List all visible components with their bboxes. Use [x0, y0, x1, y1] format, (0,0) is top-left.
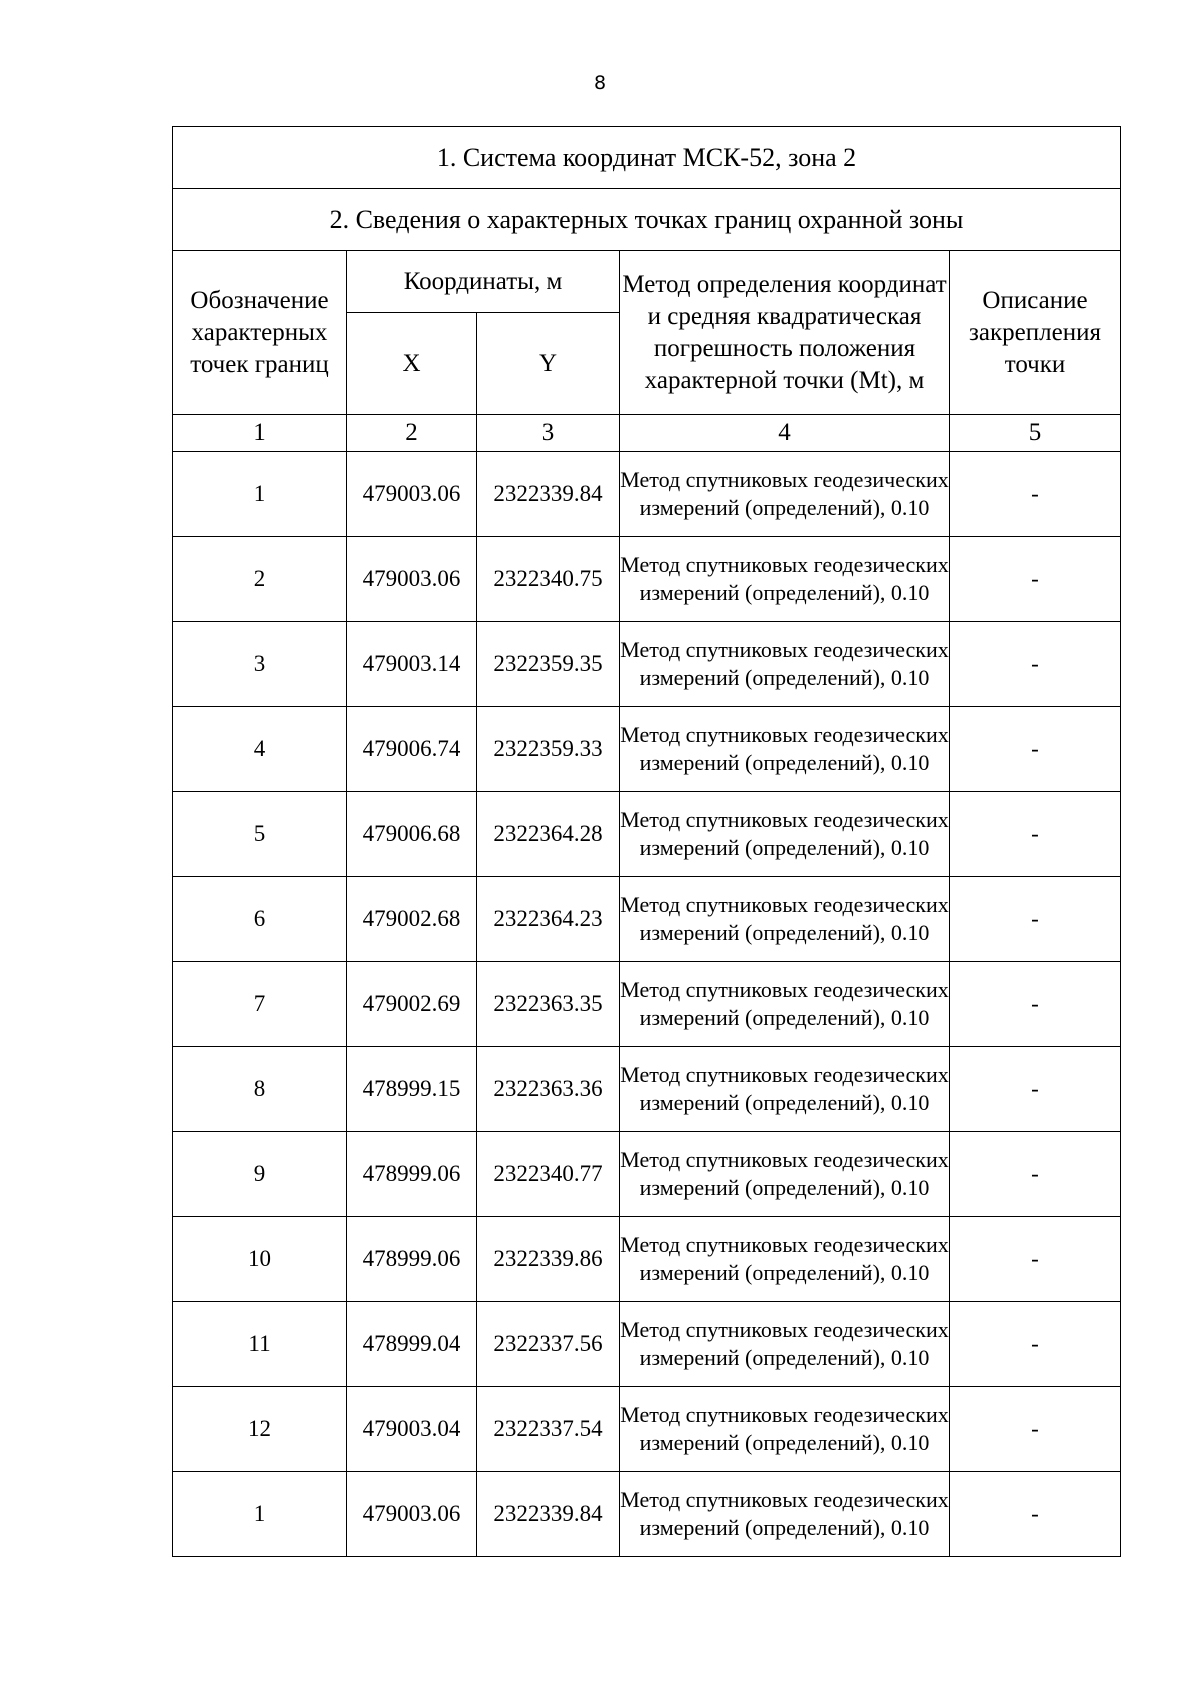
column-number: 1: [173, 415, 347, 452]
point-cell: 10: [173, 1217, 347, 1302]
y-cell: 2322363.36: [477, 1047, 620, 1132]
header-y: Y: [477, 313, 620, 415]
method-cell: Метод спутниковых геодезических измерений (определений), 0.10: [620, 452, 950, 537]
x-cell: 479006.74: [347, 707, 477, 792]
x-cell: 479003.04: [347, 1387, 477, 1472]
fixing-cell: -: [950, 1387, 1121, 1472]
point-cell: 5: [173, 792, 347, 877]
boundary-points-table: [172, 126, 1121, 1557]
header-designation: Обозначение характерных точек границ: [173, 251, 347, 415]
fixing-cell: -: [950, 1217, 1121, 1302]
fixing-cell: -: [950, 1132, 1121, 1217]
x-cell: 478999.04: [347, 1302, 477, 1387]
method-cell: Метод спутниковых геодезических измерений (определений), 0.10: [620, 707, 950, 792]
header-x: X: [347, 313, 477, 415]
header-fixing: Описание закрепления точки: [950, 251, 1121, 415]
x-cell: 479002.68: [347, 877, 477, 962]
fixing-cell: -: [950, 707, 1121, 792]
y-cell: 2322364.28: [477, 792, 620, 877]
method-cell: Метод спутниковых геодезических измерений (определений), 0.10: [620, 1387, 950, 1472]
table-row: [173, 1302, 1121, 1387]
x-cell: 479003.06: [347, 452, 477, 537]
y-cell: 2322359.35: [477, 622, 620, 707]
y-cell: 2322340.75: [477, 537, 620, 622]
section-title-row: 2. Сведения о характерных точках границ охранной зоны: [173, 189, 1121, 251]
x-cell: 479003.06: [347, 537, 477, 622]
point-cell: 3: [173, 622, 347, 707]
point-cell: 4: [173, 707, 347, 792]
fixing-cell: -: [950, 877, 1121, 962]
point-cell: 6: [173, 877, 347, 962]
table-row: [173, 962, 1121, 1047]
table-row: [173, 1047, 1121, 1132]
method-cell: Метод спутниковых геодезических измерений (определений), 0.10: [620, 1217, 950, 1302]
y-cell: 2322340.77: [477, 1132, 620, 1217]
coordinate-system-row: 1. Система координат МСК-52, зона 2: [173, 127, 1121, 189]
header-method: Метод определения координат и средняя квадратическая погрешность положения характерной точки (Mt), м: [620, 251, 950, 415]
column-number: 4: [620, 415, 950, 452]
point-cell: 11: [173, 1302, 347, 1387]
x-cell: 479002.69: [347, 962, 477, 1047]
table-row: [173, 1217, 1121, 1302]
column-number: 3: [477, 415, 620, 452]
y-cell: 2322359.33: [477, 707, 620, 792]
y-cell: 2322339.84: [477, 452, 620, 537]
fixing-cell: -: [950, 792, 1121, 877]
x-cell: 478999.06: [347, 1217, 477, 1302]
x-cell: 478999.06: [347, 1132, 477, 1217]
y-cell: 2322364.23: [477, 877, 620, 962]
method-cell: Метод спутниковых геодезических измерений (определений), 0.10: [620, 962, 950, 1047]
point-cell: 1: [173, 452, 347, 537]
x-cell: 479006.68: [347, 792, 477, 877]
x-cell: 478999.15: [347, 1047, 477, 1132]
y-cell: 2322363.35: [477, 962, 620, 1047]
table-row: [173, 622, 1121, 707]
table-row: [173, 1472, 1121, 1557]
method-cell: Метод спутниковых геодезических измерений (определений), 0.10: [620, 1302, 950, 1387]
table-row: [173, 452, 1121, 537]
point-cell: 2: [173, 537, 347, 622]
method-cell: Метод спутниковых геодезических измерений (определений), 0.10: [620, 1132, 950, 1217]
fixing-cell: -: [950, 1302, 1121, 1387]
fixing-cell: -: [950, 537, 1121, 622]
page-number: 8: [593, 72, 607, 94]
method-cell: Метод спутниковых геодезических измерений (определений), 0.10: [620, 537, 950, 622]
table-row: [173, 792, 1121, 877]
y-cell: 2322337.54: [477, 1387, 620, 1472]
y-cell: 2322339.84: [477, 1472, 620, 1557]
point-cell: 7: [173, 962, 347, 1047]
table-row: [173, 1387, 1121, 1472]
header-coordinates: Координаты, м: [347, 251, 620, 313]
column-numbers-row: [173, 415, 1121, 452]
method-cell: Метод спутниковых геодезических измерений (определений), 0.10: [620, 877, 950, 962]
table-row: [173, 537, 1121, 622]
point-cell: 1: [173, 1472, 347, 1557]
method-cell: Метод спутниковых геодезических измерений (определений), 0.10: [620, 792, 950, 877]
fixing-cell: -: [950, 452, 1121, 537]
fixing-cell: -: [950, 962, 1121, 1047]
fixing-cell: -: [950, 1047, 1121, 1132]
table-row: [173, 877, 1121, 962]
table-row: [173, 1132, 1121, 1217]
x-cell: 479003.14: [347, 622, 477, 707]
fixing-cell: -: [950, 1472, 1121, 1557]
table-row: [173, 707, 1121, 792]
method-cell: Метод спутниковых геодезических измерений (определений), 0.10: [620, 622, 950, 707]
column-number: 5: [950, 415, 1121, 452]
method-cell: Метод спутниковых геодезических измерений (определений), 0.10: [620, 1047, 950, 1132]
y-cell: 2322339.86: [477, 1217, 620, 1302]
point-cell: 9: [173, 1132, 347, 1217]
method-cell: Метод спутниковых геодезических измерений (определений), 0.10: [620, 1472, 950, 1557]
point-cell: 12: [173, 1387, 347, 1472]
column-number: 2: [347, 415, 477, 452]
x-cell: 479003.06: [347, 1472, 477, 1557]
y-cell: 2322337.56: [477, 1302, 620, 1387]
fixing-cell: -: [950, 622, 1121, 707]
point-cell: 8: [173, 1047, 347, 1132]
